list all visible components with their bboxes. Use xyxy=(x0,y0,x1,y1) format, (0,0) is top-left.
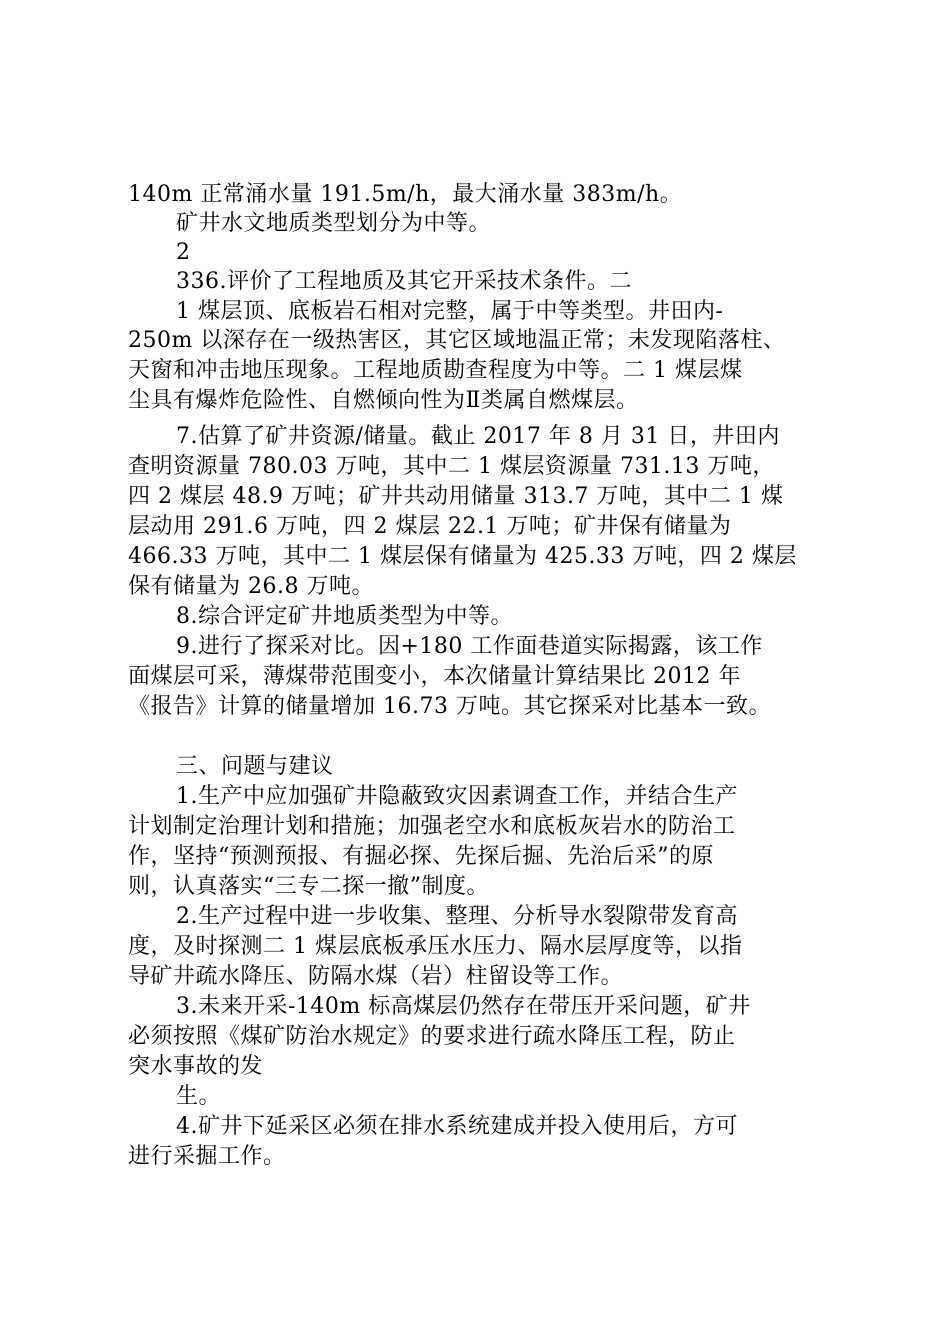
text-line: 2 xyxy=(176,240,191,265)
text-line: 7.估算了矿井资源/储量。截止 2017 年 8 月 31 日，井田内 xyxy=(176,424,780,449)
text-line: 导矿井疏水降压、防隔水煤（岩）柱留设等工作。 xyxy=(128,964,624,989)
text-line: 466.33 万吨，其中二 1 煤层保有储量为 425.33 万吨，四 2 煤层 xyxy=(128,544,797,569)
text-line: 3.未来开采-140m 标高煤层仍然存在带压开采问题，矿井 xyxy=(176,994,751,1019)
text-line: 计划制定治理计划和措施；加强老空水和底板灰岩水的防治工 xyxy=(128,814,736,839)
text-line: 250m 以深存在一级热害区，其它区域地温正常；未发现陷落柱、 xyxy=(128,328,786,353)
text-line: 矿井水文地质类型划分为中等。 xyxy=(176,211,492,236)
text-line: 查明资源量 780.03 万吨，其中二 1 煤层资源量 731.13 万吨， xyxy=(128,454,775,479)
text-line: 四 2 煤层 48.9 万吨；矿井共动用储量 313.7 万吨，其中二 1 煤 xyxy=(128,484,784,509)
text-line: 9.进行了探采对比。因+180 工作面巷道实际揭露，该工作 xyxy=(176,634,763,659)
text-line: 则，认真落实“三专二探一撤”制度。 xyxy=(128,874,489,899)
text-line: 度，及时探测二 1 煤层底板承压水压力、隔水层厚度等，以指 xyxy=(128,934,743,959)
text-line: 8.综合评定矿井地质类型为中等。 xyxy=(176,604,513,629)
text-line: 天窗和冲击地压现象。工程地质勘查程度为中等。二 1 煤层煤 xyxy=(128,358,743,383)
text-line: 层动用 291.6 万吨，四 2 煤层 22.1 万吨；矿井保有储量为 xyxy=(128,514,732,539)
text-line: 突水事故的发 xyxy=(128,1054,264,1079)
text-line: 4.矿井下延采区必须在排水系统建成并投入使用后，方可 xyxy=(176,1114,738,1139)
text-line: 作，坚持“预测预报、有掘必探、先探后掘、先治后采”的原 xyxy=(128,844,714,869)
text-line: 进行采掘工作。 xyxy=(128,1144,286,1169)
text-line: 2.生产过程中进一步收集、整理、分析导水裂隙带发育高 xyxy=(176,904,738,929)
text-line: 1 煤层顶、底板岩石相对完整，属于中等类型。井田内- xyxy=(176,299,724,324)
text-line: 生。 xyxy=(176,1084,222,1109)
text-line: 保有储量为 26.8 万吨。 xyxy=(128,574,374,599)
text-line: 336.评价了工程地质及其它开采技术条件。二 xyxy=(176,269,632,294)
text-line: 必须按照《煤矿防治水规定》的要求进行疏水降压工程，防止 xyxy=(128,1024,736,1049)
section-heading: 三、问题与建议 xyxy=(176,754,334,779)
text-line: 140m 正常涌水量 191.5m/h，最大涌水量 383m/h。 xyxy=(128,182,683,207)
text-line: 《报告》计算的储量增加 16.73 万吨。其它探采对比基本一致。 xyxy=(128,694,771,719)
text-line: 尘具有爆炸危险性、自燃倾向性为Ⅱ类属自燃煤层。 xyxy=(128,388,639,413)
text-line: 1.生产中应加强矿井隐蔽致灾因素调查工作，并结合生产 xyxy=(176,784,738,809)
text-line: 面煤层可采，薄煤带范围变小，本次储量计算结果比 2012 年 xyxy=(128,664,741,689)
